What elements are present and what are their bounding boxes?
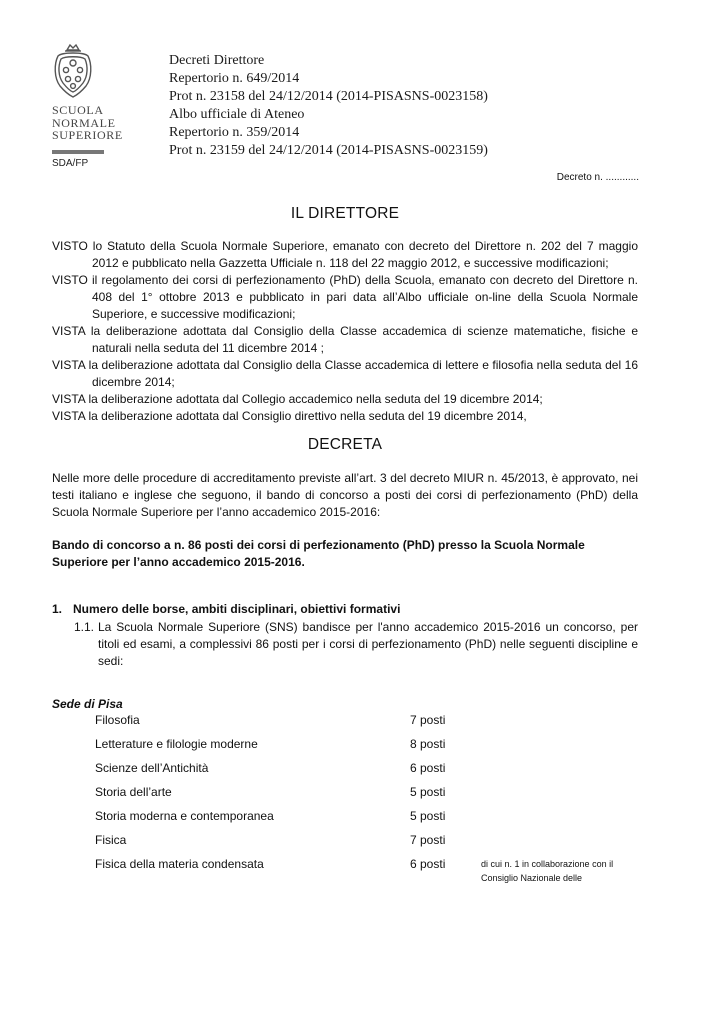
scuola-normale-logo bbox=[50, 42, 123, 142]
discipline-name: Filosofia bbox=[95, 713, 140, 727]
premise-item: VISTA la deliberazione adottata dal Consiglio direttivo nella seduta del 19 dicembre 2014, bbox=[52, 409, 527, 423]
logo-word: NORMALE bbox=[52, 115, 116, 130]
discipline-row bbox=[0, 809, 724, 827]
header-line: Repertorio n. 359/2014 bbox=[169, 125, 300, 140]
discipline-name: Storia dell’arte bbox=[95, 785, 172, 799]
header-line: Albo ufficiale di Ateneo bbox=[169, 107, 305, 122]
discipline-posts: 5 posti bbox=[410, 785, 446, 799]
discipline-name: Fisica della materia condensata bbox=[95, 857, 264, 871]
discipline-posts: 6 posti bbox=[410, 761, 446, 775]
section-number: 1. bbox=[52, 602, 63, 616]
logo-word: SCUOLA bbox=[52, 103, 104, 117]
logo-divider bbox=[52, 150, 104, 154]
discipline-note: di cui n. 1 in collaborazione con il Consiglio Nazionale delle bbox=[481, 859, 614, 883]
header-line: Prot n. 23158 del 24/12/2014 (2014-PISASNS-0023158) bbox=[169, 89, 488, 104]
discipline-row bbox=[0, 713, 724, 731]
discipline-name: Letterature e filologie moderne bbox=[95, 737, 258, 751]
discipline-row bbox=[0, 785, 724, 803]
subsection-1-1 bbox=[74, 619, 638, 670]
subsection-number: 1.1. bbox=[74, 620, 95, 634]
header-line: Repertorio n. 649/2014 bbox=[169, 71, 300, 86]
discipline-name: Storia moderna e contemporanea bbox=[95, 809, 274, 823]
premise-item: VISTA la deliberazione adottata dal Consiglio della Classe accademica di scienze matematiche, fisiche e naturali nella seduta del 11 dicembre 2014 ; bbox=[52, 324, 638, 355]
sede-heading: Sede di Pisa bbox=[52, 697, 123, 711]
discipline-row bbox=[0, 833, 724, 851]
header-line: Decreti Direttore bbox=[169, 53, 265, 68]
discipline-posts: 7 posti bbox=[410, 713, 446, 727]
header-line: Prot n. 23159 del 24/12/2014 (2014-PISASNS-0023159) bbox=[169, 143, 488, 158]
office-code: SDA/FP bbox=[52, 158, 89, 169]
bando-title: Bando di concorso a n. 86 posti dei corsi di perfezionamento (PhD) presso la Scuola Normale Superiore per l’anno accademico 2015-2016. bbox=[52, 538, 585, 569]
discipline-row bbox=[0, 737, 724, 755]
section-heading bbox=[52, 602, 400, 616]
intro-paragraph: Nelle more delle procedure di accreditamento previste all’art. 3 del decreto MIUR n. 45/2013, è approvato, nei testi italiano e inglese che seguono, il bando di concorso a posti dei corsi di perfezionamento (PhD) della Scuola Normale Superiore per l’anno accademico 2015-2016: bbox=[52, 471, 638, 519]
premise-item: VISTO lo Statuto della Scuola Normale Superiore, emanato con decreto del Direttore n. 202 del 7 maggio 2012 e pubblicato nella Gazzetta Ufficiale n. 118 del 22 maggio 2012, e successive modificazioni; bbox=[52, 239, 638, 270]
page-title: IL DIRETTORE bbox=[290, 205, 400, 222]
discipline-name: Fisica bbox=[95, 833, 127, 847]
registry-header bbox=[169, 52, 488, 160]
section-title: Numero delle borse, ambiti disciplinari, obiettivi formativi bbox=[73, 602, 401, 616]
discipline-posts: 7 posti bbox=[410, 833, 446, 847]
discipline-posts: 5 posti bbox=[410, 809, 446, 823]
decreta-heading: DECRETA bbox=[307, 436, 383, 453]
subsection-text: La Scuola Normale Superiore (SNS) bandisce per l'anno accademico 2015-2016 un concorso, per titoli ed esami, a complessivi 86 posti per i corsi di perfezionamento (PhD) nelle seguenti discipline e sedi: bbox=[98, 620, 638, 668]
logo-word: SUPERIORE bbox=[52, 128, 123, 142]
discipline-posts: 6 posti bbox=[410, 857, 446, 871]
discipline-name: Scienze dell’Antichità bbox=[95, 761, 209, 775]
premise-item: VISTA la deliberazione adottata dal Collegio accademico nella seduta del 19 dicembre 2014; bbox=[52, 392, 543, 406]
decree-number: Decreto n. ............ bbox=[556, 172, 639, 183]
discipline-row bbox=[0, 761, 724, 779]
premise-item: VISTA la deliberazione adottata dal Consiglio della Classe accademica di lettere e filosofia nella seduta del 16 dicembre 2014; bbox=[52, 358, 638, 389]
premise-item: VISTO il regolamento dei corsi di perfezionamento (PhD) della Scuola, emanato con decreto del Direttore n. 408 del 1° ottobre 2013 e pubblicato in pari data all’Albo ufficiale on-line della Scuola Normale Superiore, e successive modificazioni; bbox=[52, 273, 638, 321]
logo-wordmark bbox=[52, 104, 123, 142]
scuola-normale-crest-icon bbox=[50, 42, 96, 100]
premises-list bbox=[52, 238, 638, 425]
discipline-posts: 8 posti bbox=[410, 737, 446, 751]
discipline-row bbox=[0, 857, 724, 883]
